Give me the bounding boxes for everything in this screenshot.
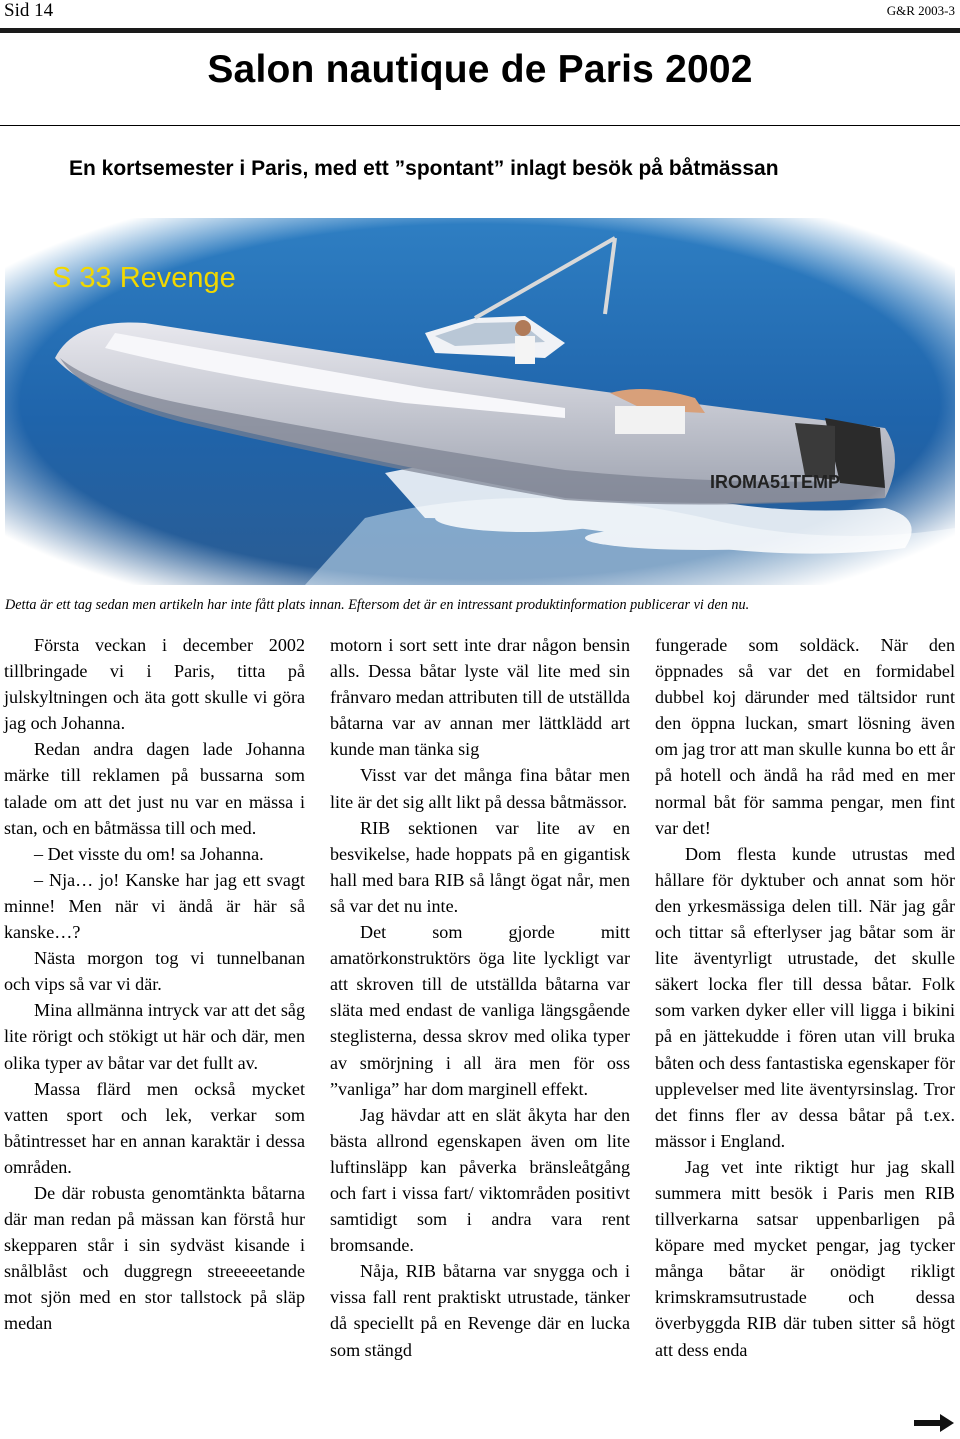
boat-photo [5, 218, 955, 585]
paragraph: RIB sektionen var lite av en besvikelse, hade hoppats på en gigantisk hall med bara RIB så långt ögat når, men så var det nu inte. [330, 817, 630, 916]
continued-arrow-icon [912, 1412, 956, 1434]
article-title: Salon nautique de Paris 2002 [207, 48, 753, 91]
paragraph: Det som gjorde mitt amatörkonstruktörs öga lite lyckligt var att skroven till de utställda båtarna var släta med endast de vanliga längsgående steglisterna, dessa skrov med olika typer av smörjning i all ära men för oss ”vanliga” har dom marginell effekt. [330, 922, 630, 1099]
paragraph: Nåja, RIB båtarna var snygga och i vissa fall rent praktiskt utrustade, tänker då speciellt på en Revenge där en lucka som stängd [330, 1261, 630, 1360]
paragraph: Nästa morgon tog vi tunnelbanan och vips så var vi där. [4, 948, 305, 995]
paragraph: motorn i sort sett inte drar någon bensin alls. Dessa båtar lyste väl lite med sin frånvaro medan attributen till de utställda båtarna var av annan mer lättklädd art kunde man tänka sig [330, 635, 630, 760]
text-column-3 [655, 632, 955, 1363]
dialogue-line: – Nja… jo! Kanske har jag ett svagt minne! Men när vi ändå är här så kanske…? [4, 869, 305, 943]
text-column-1 [4, 632, 305, 1337]
paragraph: Visst var det många fina båtar men lite är det sig allt likt på dessa båtmässor. [330, 765, 630, 812]
paragraph: fungerade som soldäck. När den öppnades så var det en formidabel dubbel koj därunder med tältsidor runt den öppna luckan, smart lösning även om jag tror att man skulle kunna bo ett år på hotell och ändå ha råd med en mer normal båt för samma pengar, men fint var det! [655, 635, 955, 838]
paragraph: Redan andra dagen lade Johanna märke till reklamen på bussarna som talade om att det just nu var en mässa i stan, och en båtmässa till och med. [4, 739, 305, 838]
paragraph: Jag vet inte riktigt hur jag skall summera mitt besök i Paris men RIB tillverkarna satsar uppenbarligen på köpare med mycket pengar, jag tycker många båtar är onödigt rikligt krimskramsutrustade och dessa överbyggda RIB där tuben sitter så högt att dess enda [655, 1156, 955, 1360]
issue-label: G&R 2003-3 [886, 3, 955, 18]
photo-caption: Detta är ett tag sedan men artikeln har inte fått plats innan. Eftersom det är en intressant produktinformation publicerar vi den nu. [5, 597, 750, 613]
header-rule [0, 28, 960, 33]
paragraph: Jag hävdar att en slät åkyta har den bästa allrond egenskapen även om lite luftinsläpp kan påverka bränsleåtgång och fart i vissa fart/ viktområden positivt samtidigt som i andra vara rent bromsande. [330, 1104, 630, 1256]
text-column-2 [330, 632, 630, 1363]
page-number: Sid 14 [4, 0, 54, 21]
paragraph: De där robusta genomtänkta båtarna där man redan på mässan kan förstå hur skepparen står i sin sydväst kisande i snålblåst och duggregn streeeeetande mot sjön med en stor tallstock på släp medan [4, 1182, 305, 1334]
paragraph: Mina allmänna intryck var att det såg lite rörigt och stökigt ut här och där, men olika typer av båtar var det fullt av. [4, 1000, 305, 1073]
paragraph: Första veckan i december 2002 tillbringade vi i Paris, titta på julskyltningen och äta gott skulle vi göra jag och Johanna. [4, 635, 305, 734]
article-subtitle: En kortsemester i Paris, med ett ”spontant” inlagt besök på båtmässan [69, 157, 779, 180]
boat-name-label: S 33 Revenge [52, 262, 236, 294]
dialogue-line: – Det visste du om! sa Johanna. [34, 843, 264, 864]
paragraph: Dom flesta kunde utrustas med hållare för dyktuber och annat som hör den yrkesmässiga delen till. När jag går och tittar så efterlyser jag båtar som är lite äventyrligt utrustade, det skulle säkert locka fler till dessa båtar. Folk som varken dyker eller vill ligga i bikini på en jättekudde i fören utan vill bruka båten och dess fantastiska egenskaper för upplevelser med lite äventyrsinslag. Tror det finns fler av dessa båtar på t.ex. mässor i England. [655, 843, 955, 1151]
paragraph: Massa flärd men också mycket vatten sport och lek, verkar som båtintresset har en annan karaktär i dessa områden. [4, 1078, 305, 1177]
title-rule [0, 125, 960, 126]
